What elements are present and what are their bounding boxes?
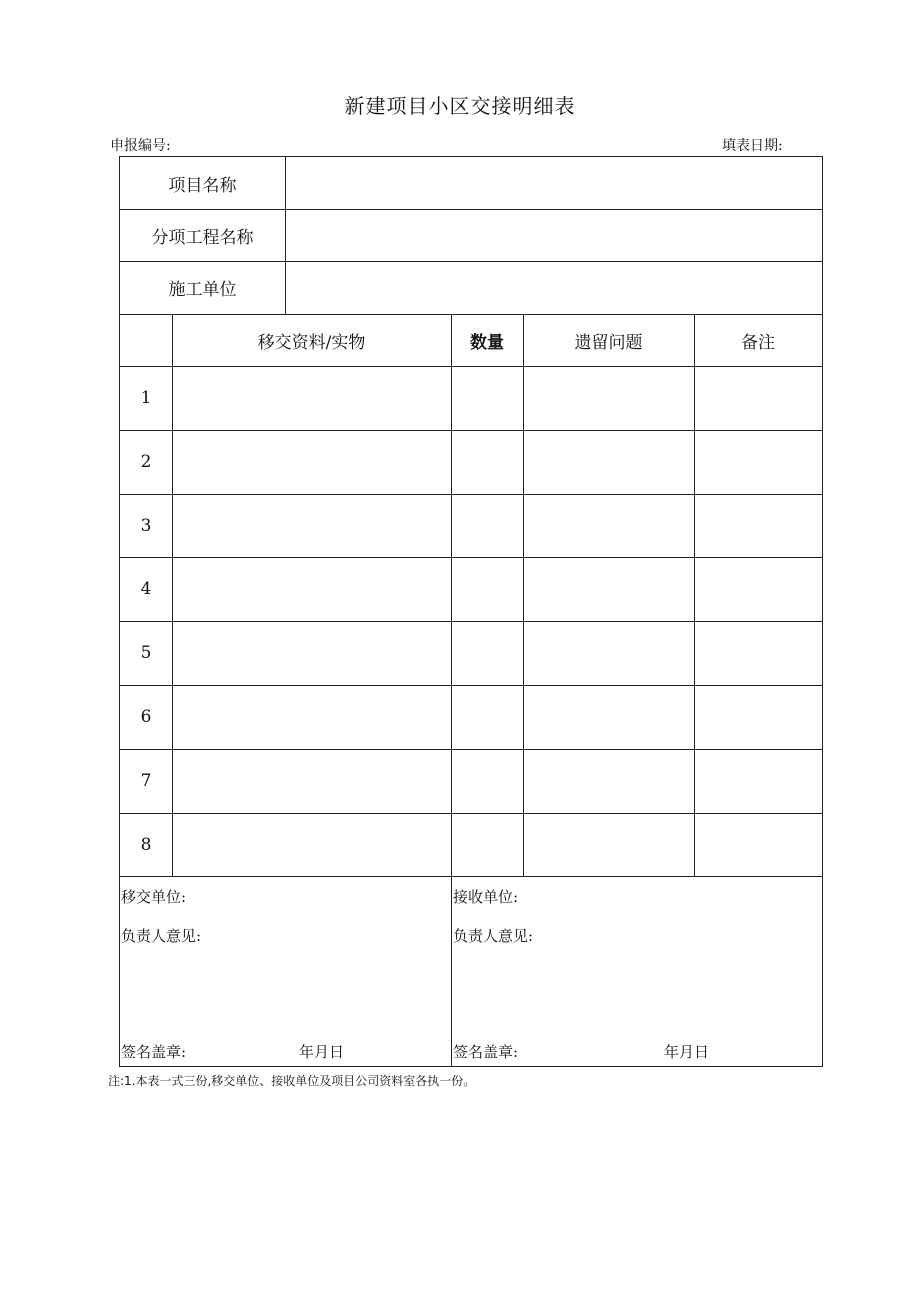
handover-date-label: 年月日 (299, 1043, 345, 1061)
issues-cell[interactable] (523, 430, 694, 494)
remarks-cell[interactable] (694, 557, 822, 621)
row-number: 1 (140, 388, 152, 408)
remarks-cell[interactable] (694, 685, 822, 749)
quantity-cell[interactable] (451, 494, 523, 557)
issues-cell[interactable] (523, 813, 694, 876)
issues-cell[interactable] (523, 494, 694, 557)
receiver-opinion-label: 负责人意见: (453, 927, 534, 945)
materials-cell[interactable] (172, 430, 451, 494)
materials-cell[interactable] (172, 749, 451, 813)
construction-unit-field[interactable] (285, 261, 822, 314)
handover-opinion-label: 负责人意见: (121, 927, 202, 945)
materials-cell[interactable] (172, 366, 451, 430)
row-number: 2 (140, 452, 152, 472)
quantity-cell[interactable] (451, 813, 523, 876)
quantity-cell[interactable] (451, 557, 523, 621)
info-label-subproject-name: 分项工程名称 (151, 227, 254, 248)
col-header-remarks: 备注 (741, 332, 775, 353)
remarks-cell[interactable] (694, 366, 822, 430)
row-number: 8 (140, 834, 152, 855)
quantity-cell[interactable] (451, 749, 523, 813)
issues-cell[interactable] (523, 685, 694, 749)
issues-cell[interactable] (523, 749, 694, 813)
col-header-materials: 移交资料/实物 (257, 332, 366, 353)
col-header-issues: 遗留问题 (574, 332, 643, 353)
issues-cell[interactable] (523, 366, 694, 430)
materials-cell[interactable] (172, 557, 451, 621)
handover-unit-label: 移交单位: (121, 888, 187, 906)
row-number: 6 (140, 707, 152, 727)
quantity-cell[interactable] (451, 621, 523, 685)
row-divider (120, 876, 822, 877)
col-header-no (120, 314, 172, 366)
subproject-name-field[interactable] (285, 209, 822, 261)
issues-cell[interactable] (523, 621, 694, 685)
remarks-cell[interactable] (694, 813, 822, 876)
row-number: 3 (140, 515, 152, 536)
apply-no-label: 申报编号: (110, 138, 171, 154)
footnote: 注:1.本表一式三份,移交单位、接收单位及项目公司资料室各执一份。 (108, 1074, 476, 1088)
receiver-sign-label: 签名盖章: (453, 1043, 519, 1061)
info-label-construction-unit: 施工单位 (168, 280, 237, 300)
remarks-cell[interactable] (694, 430, 822, 494)
materials-cell[interactable] (172, 621, 451, 685)
quantity-cell[interactable] (451, 430, 523, 494)
materials-cell[interactable] (172, 813, 451, 876)
receiver-unit-label: 接收单位: (453, 888, 519, 906)
handover-form-table (119, 156, 823, 1067)
info-label-project-name: 项目名称 (168, 175, 237, 196)
remarks-cell[interactable] (694, 621, 822, 685)
remarks-cell[interactable] (694, 749, 822, 813)
row-number: 5 (140, 643, 152, 663)
page-title: 新建项目小区交接明细表 (344, 94, 576, 118)
row-number: 4 (140, 579, 152, 599)
project-name-field[interactable] (285, 157, 822, 209)
materials-cell[interactable] (172, 494, 451, 557)
quantity-cell[interactable] (451, 366, 523, 430)
issues-cell[interactable] (523, 557, 694, 621)
remarks-cell[interactable] (694, 494, 822, 557)
quantity-cell[interactable] (451, 685, 523, 749)
materials-cell[interactable] (172, 685, 451, 749)
col-header-quantity: 数量 (470, 332, 504, 353)
fill-date-label: 填表日期: (722, 138, 783, 154)
handover-sign-label: 签名盖章: (121, 1043, 187, 1061)
receiver-date-label: 年月日 (664, 1043, 710, 1061)
row-number: 7 (140, 771, 152, 791)
